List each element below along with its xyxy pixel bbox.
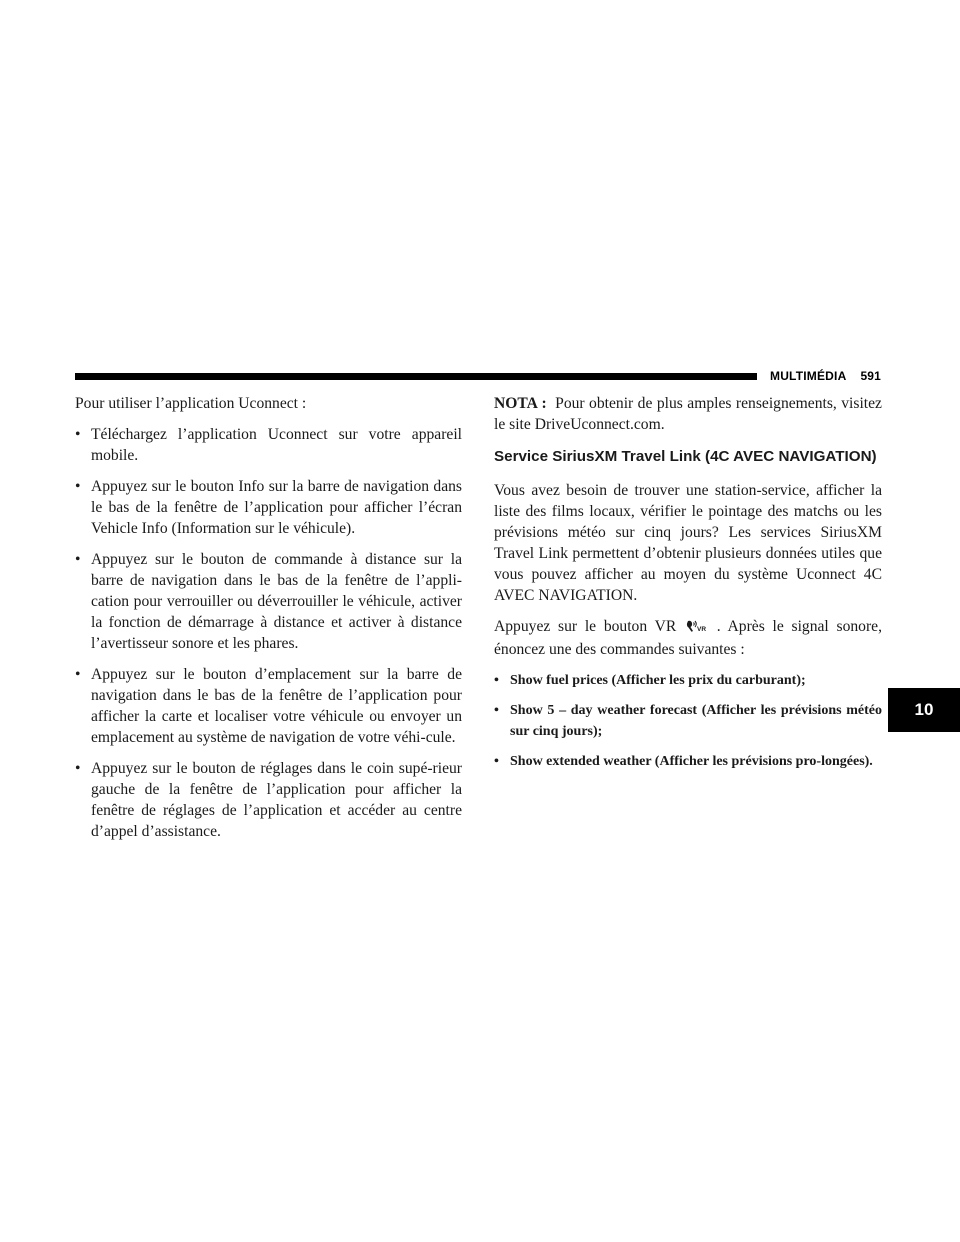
header-rule xyxy=(75,373,757,380)
list-item: • Appuyez sur le bouton d’emplacement sur la barre de navigation dans le bas de la fenêtre de l’application pour afficher la carte et localiser votre véhicule ou envoyer un emplacement au système de navigation de votre véhi-cule. xyxy=(75,664,462,748)
list-item: • Appuyez sur le bouton de réglages dans le coin supé-rieur gauche de la fenêtre de l’application pour afficher la fenêtre de réglages de l’application et accéder au centre d’appel d’assistance. xyxy=(75,758,462,842)
running-header xyxy=(770,366,881,386)
instruction-list xyxy=(75,424,462,842)
note-text: Pour obtenir de plus amples renseignements, visitez le site DriveUconnect.com. xyxy=(494,395,882,433)
list-item: • Appuyez sur le bouton de commande à distance sur la barre de navigation dans le bas de la fenêtre de l’appli-cation pour verrouiller ou déverrouiller le véhicule, activer la fonction de démarrage à distance et activer à distance l’avertisseur sonore et les phares. xyxy=(75,549,462,654)
list-item: • Show 5 – day weather forecast (Afficher les prévisions météo sur cinq jours); xyxy=(494,700,882,742)
list-item: • Appuyez sur le bouton Info sur la barre de navigation dans le bas de la fenêtre de l’application pour afficher l’écran Vehicle Info (Information sur le véhicule). xyxy=(75,476,462,539)
list-item: • Show fuel prices (Afficher les prix du carburant); xyxy=(494,670,882,691)
intro-text: Pour utiliser l’application Uconnect : xyxy=(75,395,307,412)
note-paragraph xyxy=(494,393,882,435)
command-list xyxy=(494,670,882,772)
vr-text-after: . Après le signal sonore, énoncez une des commandes suivantes : xyxy=(494,618,882,658)
vr-text-before: Appuyez sur le bouton VR xyxy=(494,618,677,635)
vr-paragraph xyxy=(494,616,882,660)
chapter-number: 10 xyxy=(914,700,934,719)
svg-text:VR: VR xyxy=(697,626,707,633)
body-paragraph: Vous avez besoin de trouver une station-service, afficher la liste des films locaux, vérifier le pointage des matchs ou les prévisions météo sur cinq jours? Les services SiriusXM Travel Link permettent d’obtenir plusieurs données utiles que vous pouvez afficher au moyen du système Uconnect 4C AVEC NAVIGATION. xyxy=(494,482,882,604)
right-column xyxy=(494,393,882,781)
list-item: • Show extended weather (Afficher les prévisions pro-longées). xyxy=(494,751,882,772)
list-item: • Téléchargez l’application Uconnect sur votre appareil mobile. xyxy=(75,424,462,466)
note-label: NOTA : xyxy=(494,395,547,412)
section-heading: Service SiriusXM Travel Link (4C AVEC NAVIGATION) xyxy=(494,448,877,465)
page-number: 591 xyxy=(860,369,882,383)
voice-recognition-icon xyxy=(686,618,706,639)
chapter-tab xyxy=(888,688,960,732)
left-column xyxy=(75,393,462,852)
section-title: MULTIMÉDIA xyxy=(770,369,847,383)
